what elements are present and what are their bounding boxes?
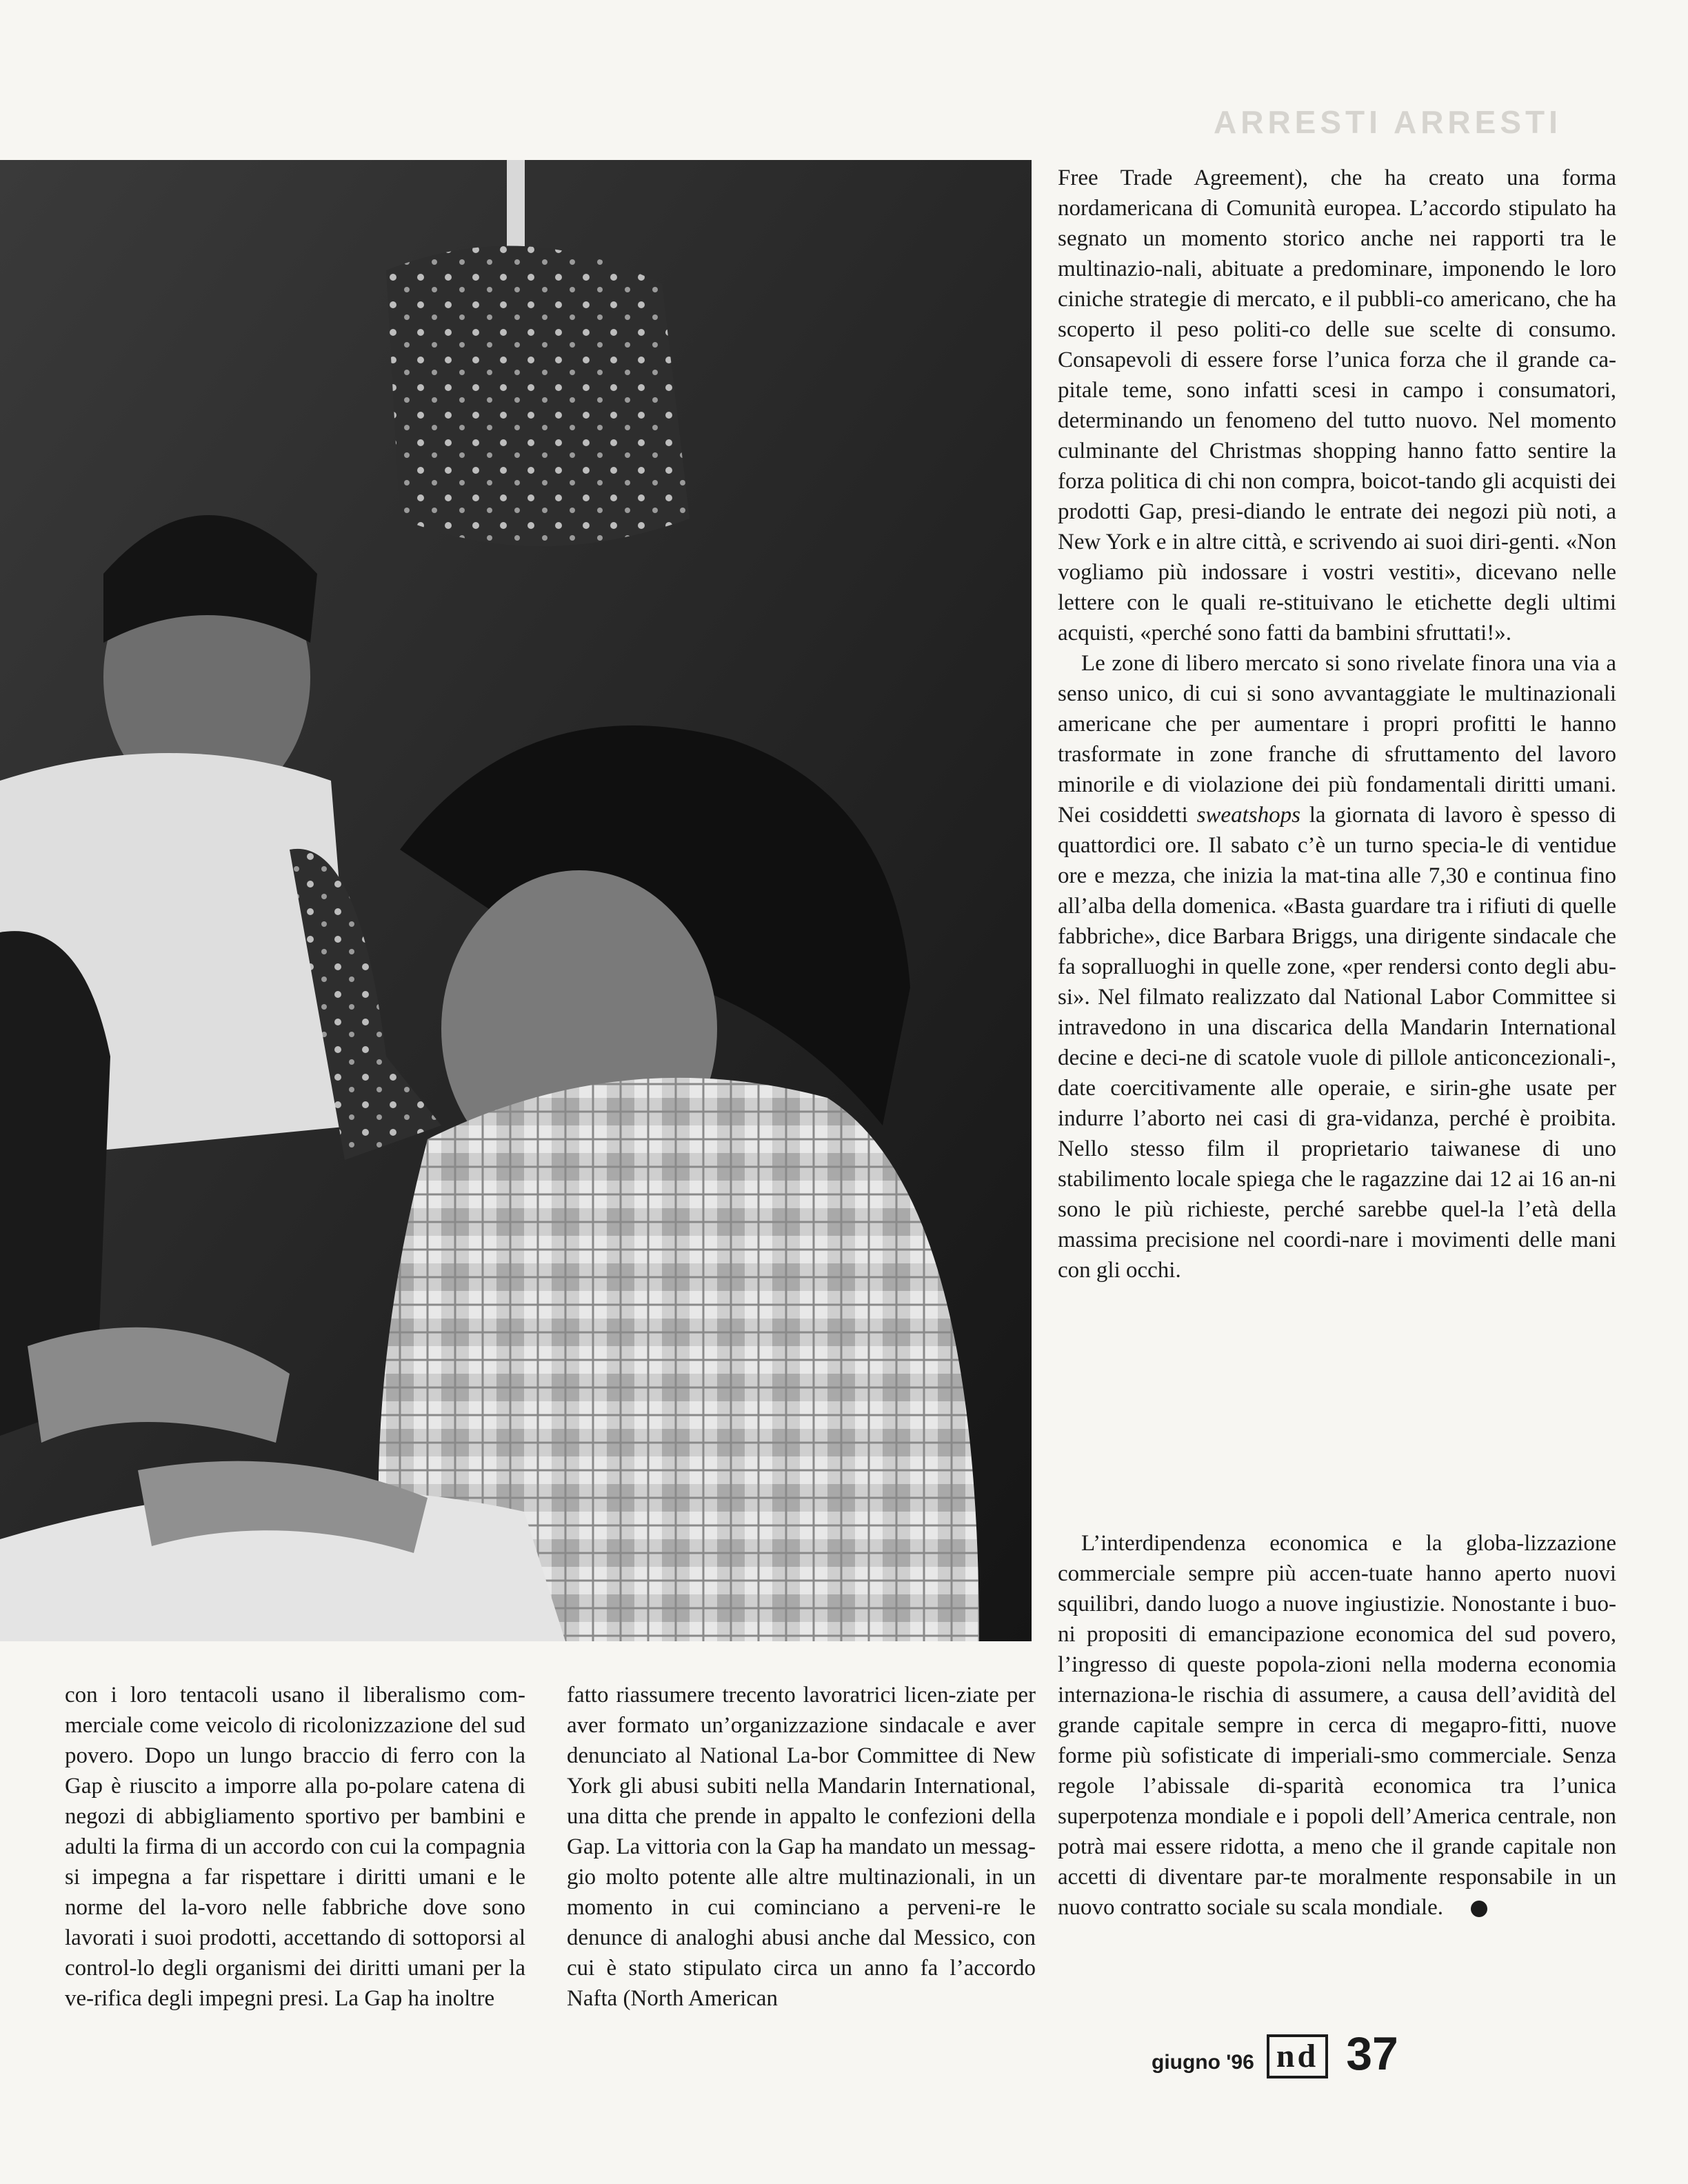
photo-image — [0, 160, 1032, 1641]
paragraph-text: Le zone di libero mercato si sono rivelate finora una via a senso unico, di cui si sono avvantaggiate le multinazionali americane che per aumentare i propri profitti le hanno trasformate in zone franche di sfruttamento del lavoro minorile e di violazione dei più fondamentali diritti umani. Nei cosiddetti — [1058, 651, 1616, 828]
page-number: 37 — [1346, 2027, 1398, 2080]
italic-term: sweatshops — [1196, 803, 1300, 828]
article-right-bottom — [1058, 1528, 1616, 1923]
article-right-column — [1058, 163, 1616, 1285]
page-footer — [1152, 2021, 1398, 2078]
photo-garment-workers — [0, 160, 1032, 1641]
paragraph: Free Trade Agreement), che ha creato una forma nordamericana di Comunità europea. L’accordo stipulato ha segnato un momento storico anche nei rapporti tra le multinazio-nali, abituate a predominare, imponendo le loro ciniche strategie di mercato, e il pubbli-co americano, che ha scoperto il peso politi-co delle sue scelte di consumo. Consapevoli di essere forse l’unica forza che il grande ca-pitale teme, sono infatti scesi in campo i consumatori, determinando un fenomeno del tutto nuovo. Nel momento culminante del Christmas shopping hanno fatto sentire la forza politica di chi non compra, boicot-tando gli acquisti dei prodotti Gap, presi-diando le entrate dei negozi più noti, a New York e in altre città, e scrivendo ai suoi diri-genti. «Non vogliamo più indossare i vostri vestiti», dicevano nelle lettere con le quali re-stituivano le etichette degli ultimi acquisti, «perché sono fatti da bambini sfruttati!». — [1058, 166, 1616, 645]
issue-date: giugno '96 — [1152, 2051, 1254, 2074]
header-ghost-text: ARRESTI ARRESTI — [1214, 104, 1562, 140]
article-left-column — [65, 1680, 525, 2014]
end-mark-icon — [1471, 1901, 1487, 1917]
paragraph — [1058, 648, 1616, 1285]
paragraph: fatto riassumere trecento lavoratrici licen-ziate per aver formato un’organizzazione sindacale e aver denunciato al National La-bor Committee di New York gli abusi subiti nella Mandarin International, una ditta che prende in appalto le confezioni della Gap. La vittoria con la Gap ha mandato un messag-gio molto potente alle altre multinazionali, in un momento in cui cominciano a perveni-re le denunce di analoghi abusi anche dal Messico, con cui è stato stipulato circa un anno fa l’accordo Nafta (North American — [567, 1683, 1036, 2011]
magazine-logo: nd — [1267, 2034, 1328, 2078]
paragraph — [1058, 1528, 1616, 1923]
article-middle-column — [567, 1680, 1036, 2014]
paragraph-text: la giornata di lavoro è spesso di quattordici ore. Il sabato c’è un turno specia-le di ventidue ore e mezza, che inizia la mat-tina alle 7,30 e continua fino all’alba della domenica. «Basta guardare tra i rifiuti di quelle fabbriche», dice Barbara Briggs, una dirigente sindacale che fa sopralluoghi in quelle zone, «per rendersi conto degli abu-si». Nel filmato realizzato dal National Labor Committee si intravedono in una discarica della Mandarin International decine e deci-ne di scatole vuole di pillole anticoncezionali-, date coercitivamente alle operaie, e sirin-ghe usate per indurre l’aborto nei casi di gra-vidanza, perché è proibita. Nello stesso film il proprietario taiwanese di uno stabilimento locale spiega che le ragazzine dai 12 ai 16 an-ni sono le più richieste, perché sarebbe quel-la l’età della massima precisione nel coordi-nare i movimenti delle mani con gli occhi. — [1058, 803, 1616, 1283]
paragraph: con i loro tentacoli usano il liberalismo com-merciale come veicolo di ricolonizzazione del sud povero. Dopo un lungo braccio di ferro con la Gap è riuscito a imporre alla po-polare catena di negozi di abbigliamento sportivo per bambini e adulti la firma di un accordo con cui la compagnia si impegna a far rispettare i diritti umani e le norme del la-voro nelle fabbriche dove sono lavorati i suoi prodotti, accettando di sottoporsi al control-lo degli organismi dei diritti umani per la ve-rifica degli impegni presi. La Gap ha inoltre — [65, 1683, 525, 2011]
paragraph-text: L’interdipendenza economica e la globa-lizzazione commerciale sempre più accen-tuate hanno aperto nuovi squilibri, dando luogo a nuove ingiustizie. Nonostante i buo-ni propositi di emancipazione economica del sud povero, l’ingresso di queste popola-zioni nella moderna economia internaziona-le rischia di assumere, a causa dell’avidità del grande capitale sempre in cerca di megapro-fitti, nuove forme più sofisticate di imperiali-smo commerciale. Senza regole l’abissale di-sparità economica tra l’unica superpotenza mondiale e i popoli dell’America centrale, non potrà mai essere ridotta, a meno che il grande capitale non accetti di diventare par-te moralmente responsabile in un nuovo contratto sociale su scala mondiale. — [1058, 1531, 1616, 1920]
